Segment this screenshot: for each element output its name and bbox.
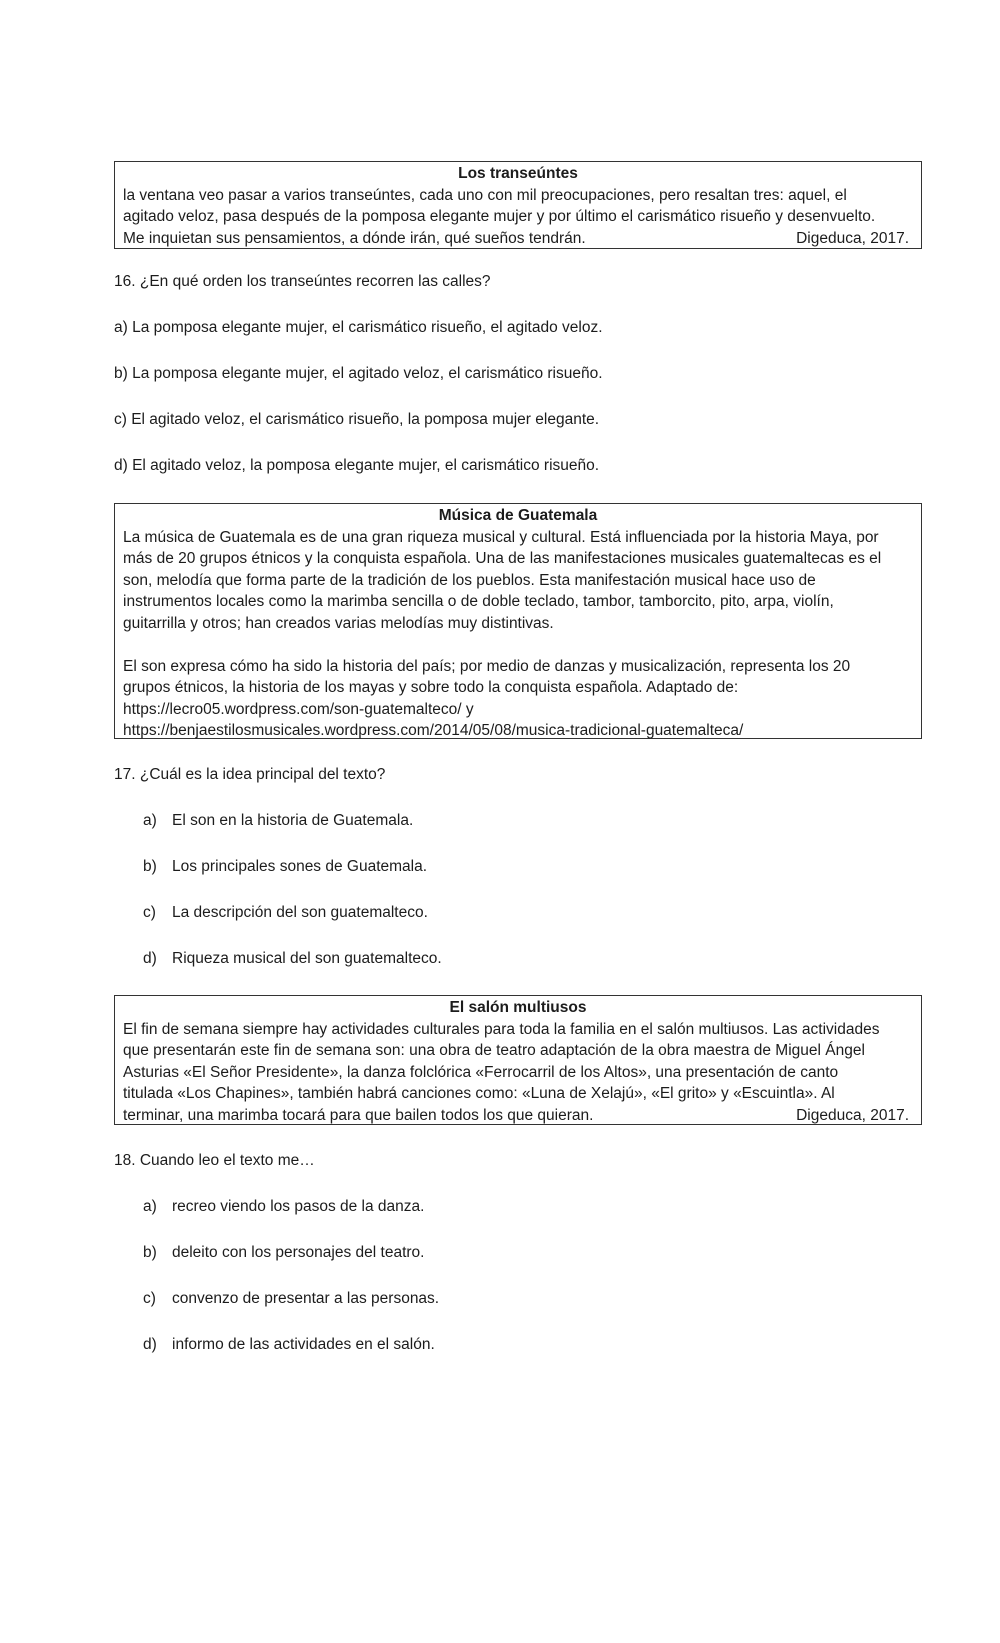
option-text: La descripción del son guatemalteco. <box>172 904 428 921</box>
option-letter: a) <box>143 812 157 829</box>
option-18-a[interactable] <box>143 1196 424 1218</box>
option-17-c[interactable] <box>143 902 428 924</box>
passage-line: más de 20 grupos étnicos y la conquista española. Una de las manifestaciones musicales guatemaltecas es el <box>123 550 882 567</box>
passage-blank-line <box>123 634 913 656</box>
option-text: Riqueza musical del son guatemalteco. <box>172 950 442 967</box>
passage-line-last <box>123 1105 913 1127</box>
option-18-b[interactable] <box>143 1242 424 1264</box>
passage-line: la ventana veo pasar a varios transeúntes, cada uno con mil preocupaciones, pero resaltan tres: aquel, el <box>123 186 847 204</box>
passage-title: Música de Guatemala <box>438 507 598 524</box>
question-16: 16. ¿En qué orden los transeúntes recorren las calles? <box>114 273 491 290</box>
passage-line: agitado veloz, pasa después de la pomposa elegante mujer y por último el carismático risueño y desenvuelto. <box>123 208 876 225</box>
passage-box-musica <box>114 503 922 739</box>
passage-line: La música de Guatemala es de una gran riqueza musical y cultural. Está influenciada por la historia Maya, por <box>123 528 879 546</box>
passage-source: Digeduca, 2017. <box>796 1106 909 1124</box>
passage-source: Digeduca, 2017. <box>796 229 909 247</box>
option-letter: c) <box>143 904 156 921</box>
passage-box-salon <box>114 995 922 1125</box>
passage-line: que presentarán este fin de semana son: una obra de teatro adaptación de la obra maestra de Miguel Ángel <box>123 1042 865 1059</box>
option-text: deleito con los personajes del teatro. <box>172 1244 425 1261</box>
option-letter: b) <box>143 858 157 875</box>
option-17-b[interactable] <box>143 856 427 878</box>
option-17-a[interactable] <box>143 810 413 832</box>
passage-title: El salón multiusos <box>449 999 587 1016</box>
question-18: 18. Cuando leo el texto me… <box>114 1152 315 1169</box>
passage-line: titulada «Los Chapines», también habrá canciones como: «Luna de Xelajú», «El grito» y «Escuintla». Al <box>123 1085 835 1102</box>
option-18-c[interactable] <box>143 1288 439 1310</box>
passage-line: son, melodía que forma parte de la tradición de los pueblos. Esta manifestación musical hace uso de <box>123 571 816 589</box>
option-text: recreo viendo los pasos de la danza. <box>172 1198 425 1215</box>
option-letter: a) <box>143 1198 157 1215</box>
source-link[interactable]: https://lecro05.wordpress.com/son-guatemalteco/ y <box>123 700 474 718</box>
passage-line: grupos étnicos, la historia de los mayas y sobre todo la conquista española. Adaptado de: <box>123 679 739 696</box>
option-16-c[interactable]: c) El agitado veloz, el carismático risueño, la pomposa mujer elegante. <box>114 411 600 428</box>
option-text: El son en la historia de Guatemala. <box>172 812 414 829</box>
option-text: Los principales sones de Guatemala. <box>172 858 428 875</box>
option-letter: c) <box>143 1290 156 1307</box>
option-text: convenzo de presentar a las personas. <box>172 1290 440 1307</box>
question-17: 17. ¿Cuál es la idea principal del texto? <box>114 766 386 783</box>
option-letter: d) <box>143 1336 157 1353</box>
option-letter: d) <box>143 950 157 967</box>
passage-line: Asturias «El Señor Presidente», la danza folclórica «Ferrocarril de los Altos», una presentación de canto <box>123 1063 839 1081</box>
source-link[interactable]: https://benjaestilosmusicales.wordpress.com/2014/05/08/musica-tradicional-guatemalteca/ <box>123 722 744 739</box>
option-text: informo de las actividades en el salón. <box>172 1336 435 1353</box>
passage-line: guitarrilla y otros; han creados varias melodías muy distintivas. <box>123 614 554 632</box>
passage-line: El fin de semana siempre hay actividades culturales para toda la familia en el salón multiusos. Las actividades <box>123 1020 880 1038</box>
passage-title: Los transeúntes <box>458 165 578 182</box>
passage-line: El son expresa cómo ha sido la historia del país; por medio de danzas y musicalización, representa los 20 <box>123 657 851 675</box>
passage-text: Me inquietan sus pensamientos, a dónde irán, qué sueños tendrán. <box>123 229 586 247</box>
option-16-a[interactable]: a) La pomposa elegante mujer, el carismático risueño, el agitado veloz. <box>114 319 603 336</box>
option-17-d[interactable] <box>143 948 442 970</box>
option-16-b[interactable]: b) La pomposa elegante mujer, el agitado veloz, el carismático risueño. <box>114 365 603 382</box>
passage-box-transeuntes <box>114 161 922 249</box>
option-16-d[interactable]: d) El agitado veloz, la pomposa elegante mujer, el carismático risueño. <box>114 457 600 474</box>
passage-text: terminar, una marimba tocará para que bailen todos los que quieran. <box>123 1106 594 1124</box>
passage-line-last <box>123 228 913 250</box>
passage-line: instrumentos locales como la marimba sencilla o de doble teclado, tambor, tamborcito, pito, arpa, violín, <box>123 593 834 610</box>
option-18-d[interactable] <box>143 1334 435 1356</box>
option-letter: b) <box>143 1244 157 1261</box>
